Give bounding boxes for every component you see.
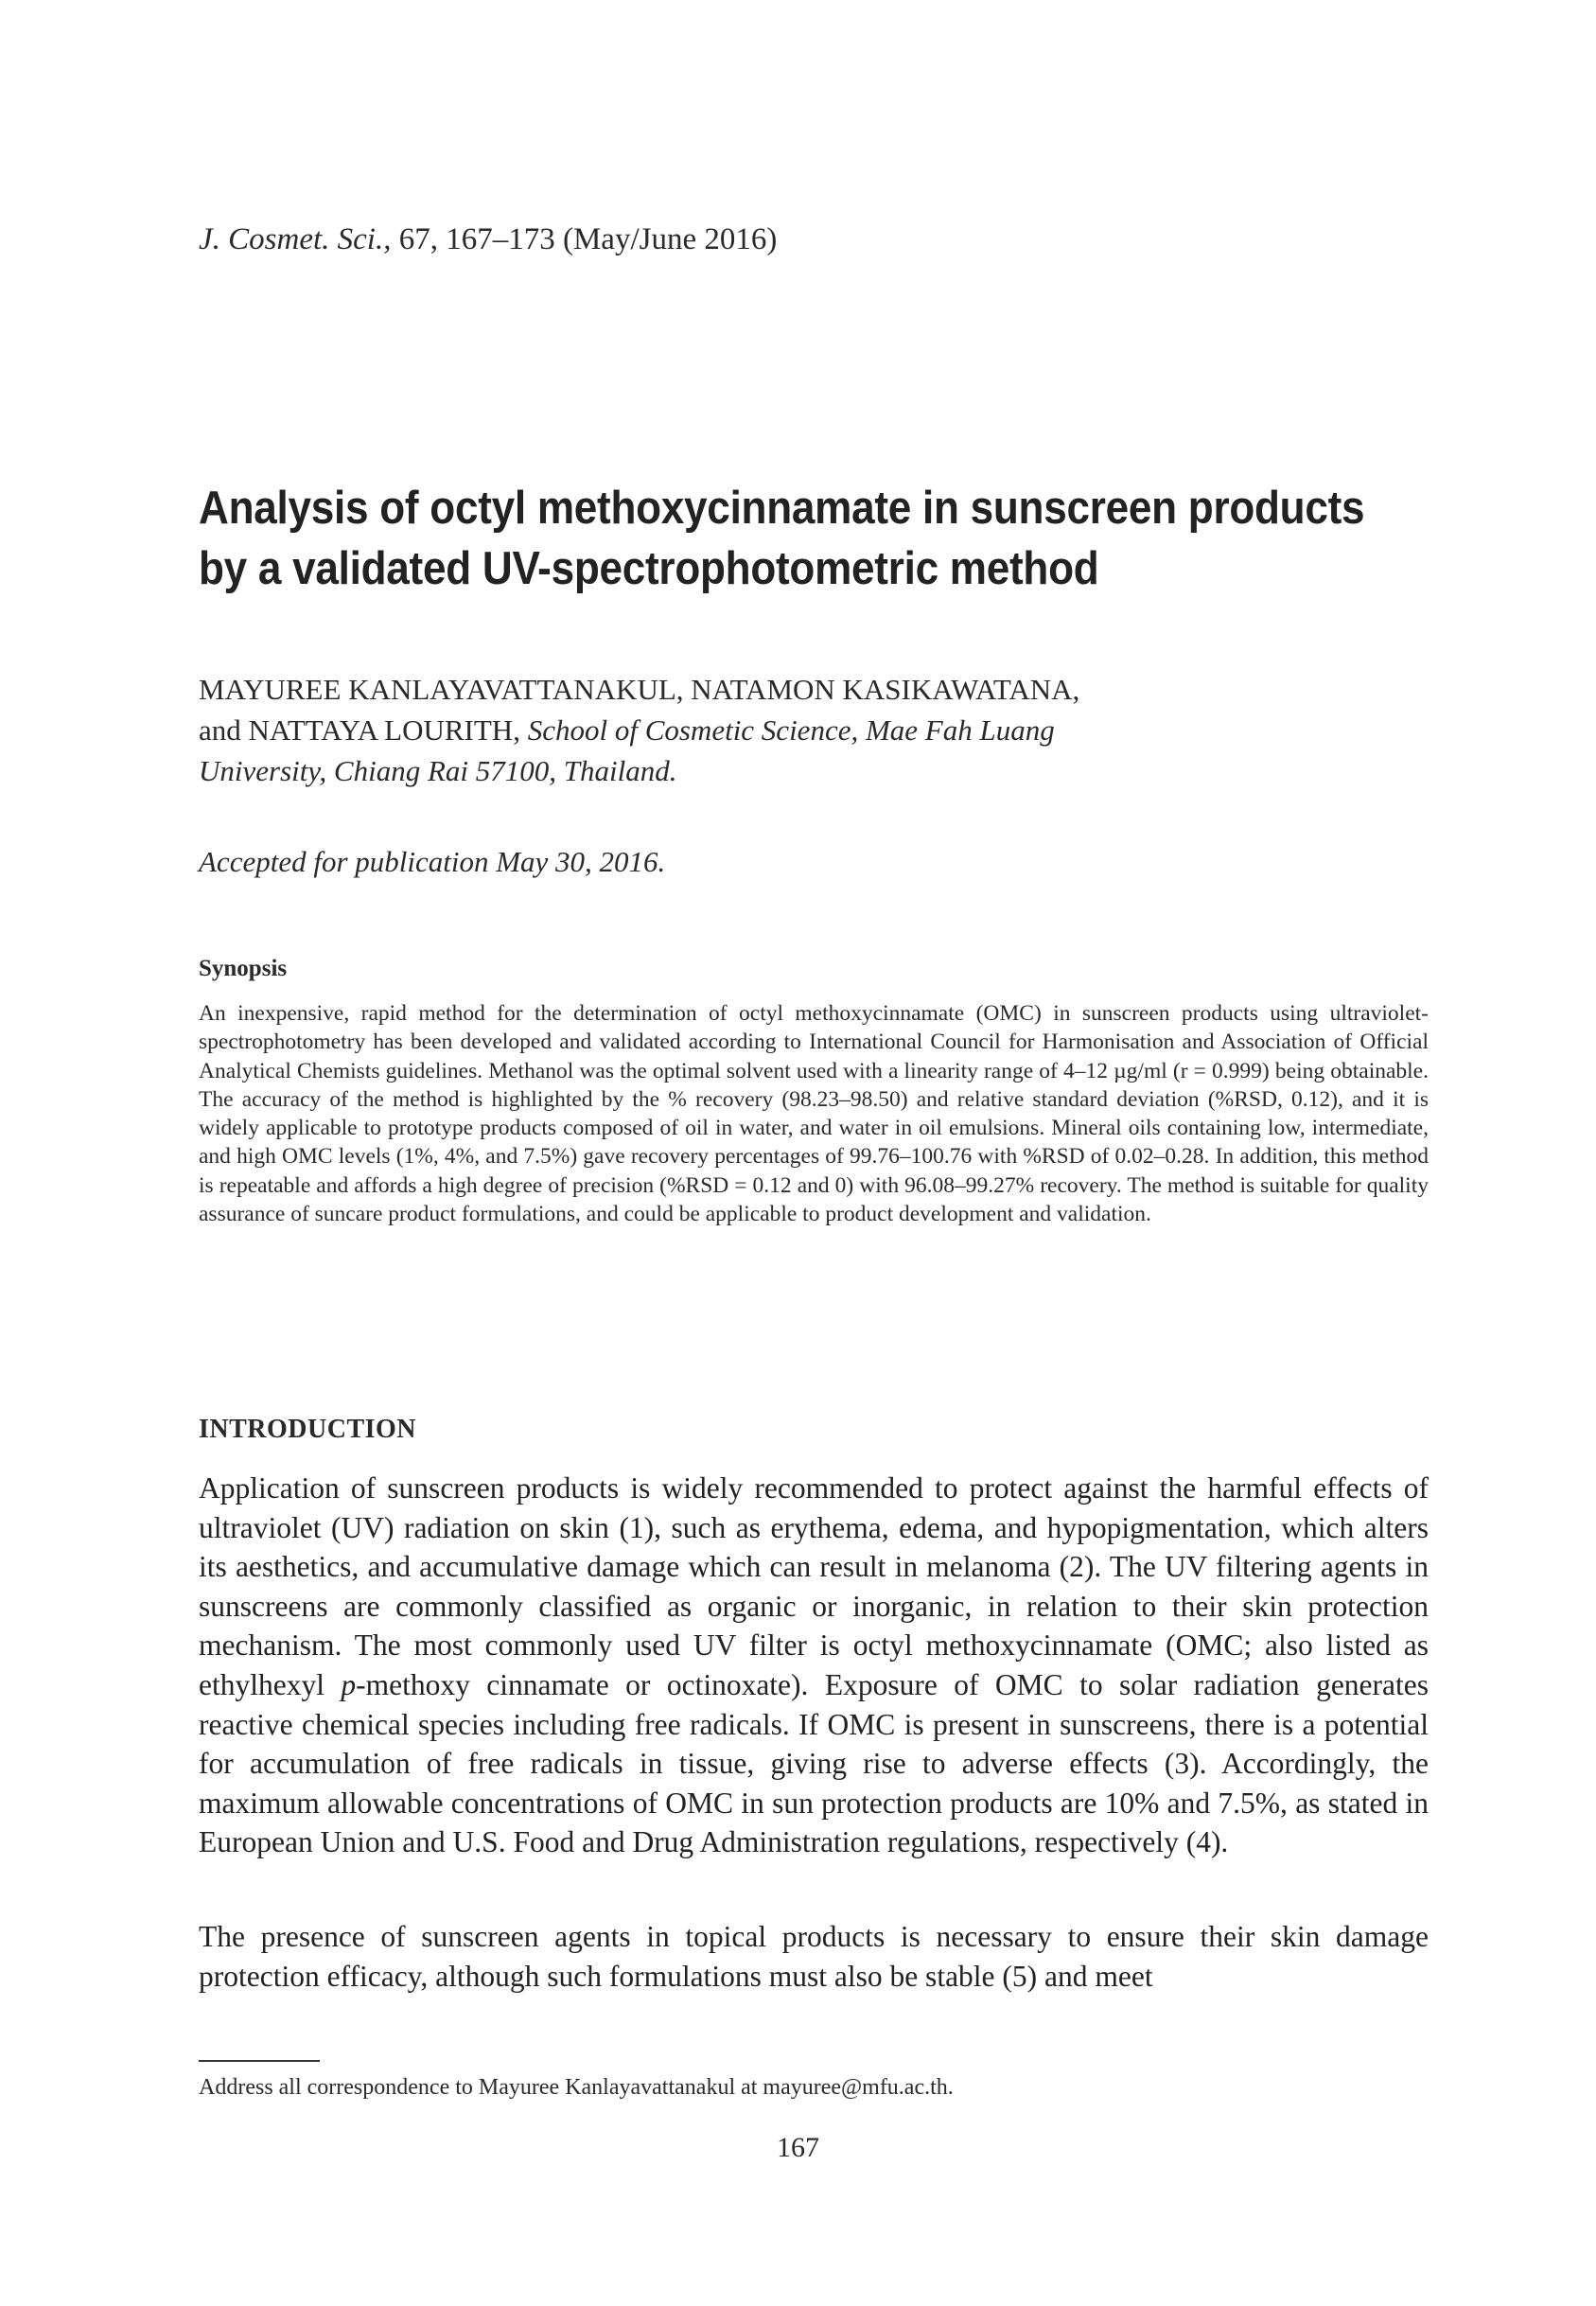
footnote-rule xyxy=(199,2060,320,2062)
introduction-paragraph-1 xyxy=(199,1469,1429,1862)
journal-abbrev: J. Cosmet. Sci., xyxy=(199,222,392,256)
author-block xyxy=(199,669,1429,791)
authors-line-2 xyxy=(199,710,1429,750)
accepted-date: Accepted for publication May 30, 2016. xyxy=(199,845,666,878)
authors-names-last: and NATTAYA LOURITH, xyxy=(199,713,520,747)
article-title xyxy=(199,478,1365,599)
correspondence-footnote: Address all correspondence to Mayuree Kanlayavattanakul at mayuree@mfu.ac.th. xyxy=(199,2075,954,2100)
paragraph-1-italic-p: p xyxy=(341,1667,357,1701)
journal-citation xyxy=(199,222,777,257)
synopsis-heading: Synopsis xyxy=(199,956,288,981)
title-line-2: by a validated UV-spectrophotometric method xyxy=(199,543,1099,594)
journal-pages-date: 167–173 (May/June 2016) xyxy=(446,222,778,256)
paragraph-1-part-1: Application of sunscreen products is widely recommended to protect against the harmful effects of ultraviolet (UV) radiation on skin (1), such as erythema, edema, and hypopigmentation, which alters its aesthetics, and accumulative damage which can result in melanoma (2). The UV filtering agents in sunscreens are commonly classified as organic or inorganic, in relation to their skin protection mechanism. The most commonly used UV filter is octyl methoxycinnamate (OMC; also listed as ethylhexyl xyxy=(199,1471,1429,1701)
introduction-heading: INTRODUCTION xyxy=(199,1415,417,1444)
affiliation-part-1: School of Cosmetic Science, Mae Fah Luang xyxy=(527,713,1055,747)
journal-volume: 67, xyxy=(398,222,438,256)
paragraph-1-part-2: -methoxy cinnamate or octinoxate). Exposure of OMC to solar radiation generates reactive chemical species including free radicals. If OMC is present in sunscreens, there is a potential for accumulation of free radicals in tissue, giving rise to adverse effects (3). Accordingly, the maximum allowable concentrations of OMC in sun protection products are 10% and 7.5%, as stated in European Union and U.S. Food and Drug Administration regulations, respectively (4). xyxy=(199,1667,1429,1859)
introduction-paragraph-2: The presence of sunscreen agents in topical products is necessary to ensure their skin damage protection efficacy, although such formulations must also be stable (5) and meet xyxy=(199,1920,1429,1993)
synopsis-text: An inexpensive, rapid method for the determination of octyl methoxycinnamate (OMC) in sunscreen products using ultraviolet-spectrophotometry has been developed and validated according to International Council for Harmonisation and Association of Official Analytical Chemists guidelines. Methanol was the optimal solvent used with a linearity range of 4–12 µg/ml (r = 0.999) being obtainable. The accuracy of the method is highlighted by the % recovery (98.23–98.50) and relative standard deviation (%RSD, 0.12), and it is widely applicable to prototype products composed of oil in water, and water in oil emulsions. Mineral oils containing low, intermediate, and high OMC levels (1%, 4%, and 7.5%) gave recovery percentages of 99.76–100.76 with %RSD of 0.02–0.28. In addition, this method is repeatable and affords a high degree of precision (%RSD = 0.12 and 0) with 96.08–99.27% recovery. The method is suitable for quality assurance of suncare product formulations, and could be applicable to product development and validation. xyxy=(199,1001,1429,1227)
affiliation-part-2: University, Chiang Rai 57100, Thailand. xyxy=(199,754,677,787)
page-number: 167 xyxy=(777,2132,819,2163)
title-line-1: Analysis of octyl methoxycinnamate in sunscreen products xyxy=(199,483,1365,534)
authors-line-1: MAYUREE KANLAYAVATTANAKUL, NATAMON KASIKAWATANA, xyxy=(199,673,1080,706)
authors-line-3 xyxy=(199,750,1429,791)
